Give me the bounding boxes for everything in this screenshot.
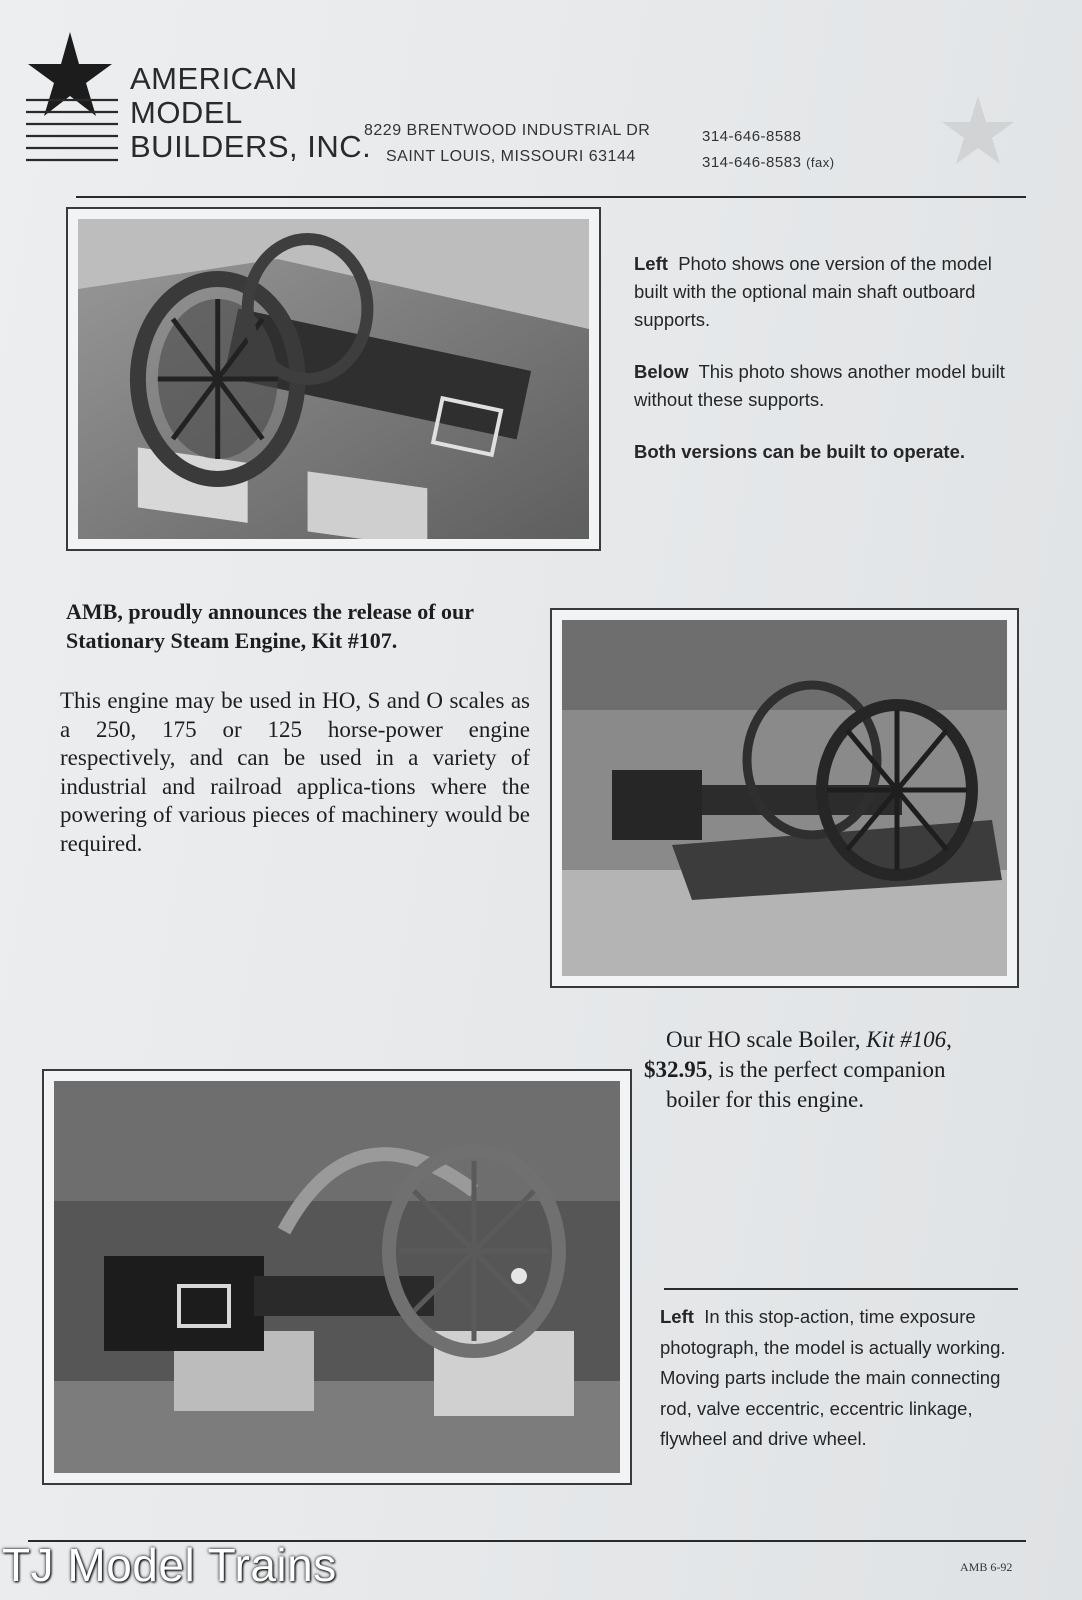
company-address [364, 118, 650, 170]
boiler-offer: Our HO scale Boiler, Kit #106, $32.95, is the perfect companion boiler for this engine. [644, 1027, 952, 1112]
document-code: AMB 6-92 [960, 1560, 1013, 1574]
header-divider [76, 196, 1026, 198]
phone-number: 314-646-8588 [702, 128, 802, 145]
company-phones [702, 124, 835, 176]
engine-description: This engine may be used in HO, S and O scales as a 250, 175 or 125 horse-power engine respectively, and can be used in a variety of industrial and railroad applica-tions where the powering of various pieces of machinery would be required. [60, 688, 530, 856]
star-logo-icon [26, 28, 124, 168]
fax-line: 314-646-8583 (fax) [702, 154, 835, 171]
watermark-text: TJ Model Trains [2, 1539, 337, 1591]
company-name: AMERICAN MODEL BUILDERS, INC. [130, 61, 372, 164]
address-line-1: 8229 BRENTWOOD INDUSTRIAL DR [364, 122, 651, 139]
bleed-through-star-icon [918, 92, 1068, 212]
address-line-2: SAINT LOUIS, MISSOURI 63144 [386, 148, 636, 165]
caption-bottom: Left In this stop-action, time exposure photograph, the model is actually working. Moving parts include the main connecting rod, valve eccentric, eccentric linkage, flywheel and drive wheel. [660, 1306, 1006, 1449]
caption-top: Left Photo shows one version of the model built with the optional main shaft outboard supports. Below This photo shows another model built without these supports. Both versions can be built to operate. [634, 253, 1005, 462]
photo-engine-in-motion [42, 1069, 632, 1485]
photo-engine-with-supports [66, 207, 601, 551]
caption-divider [664, 1288, 1018, 1290]
photo-engine-without-supports [550, 608, 1019, 988]
announcement-heading: AMB, proudly announces the release of our Stationary Steam Engine, Kit #107. [66, 599, 475, 653]
boiler-price: $32.95 [644, 1057, 708, 1082]
